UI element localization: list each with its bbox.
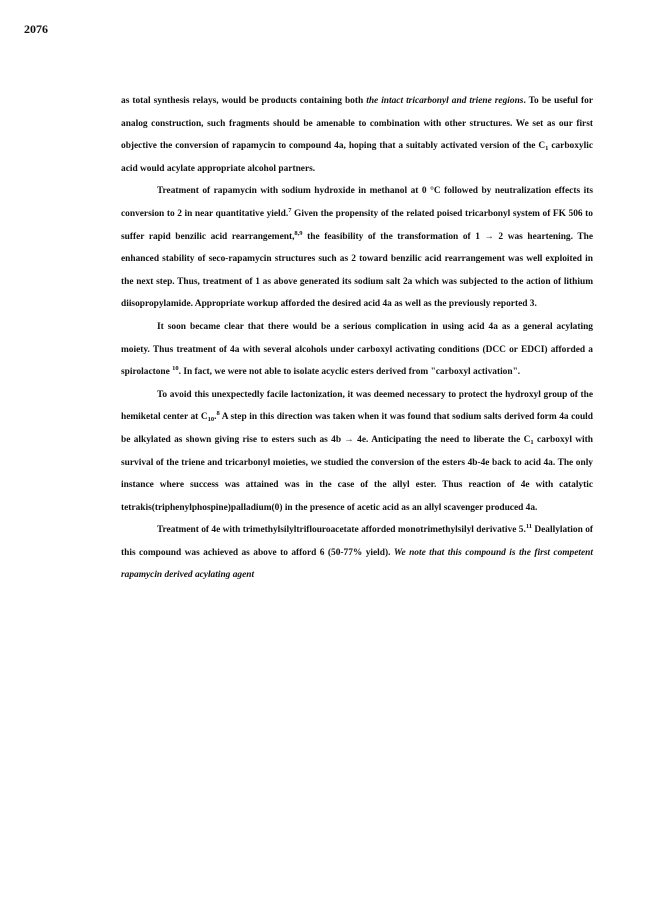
text-run: . In fact, we were not able to isolate acyclic esters derived from "carboxyl activation".: [178, 367, 521, 378]
reference-superscript: 8,9: [294, 229, 303, 237]
text-run: as total synthesis relays, would be products containing both: [121, 96, 367, 106]
text-run: Given the propensity of the related poised tricarbonyl system of FK 506 to suffer rapid benzilic acid rearrangement,: [121, 208, 593, 242]
text-run: Deallylation of this compound was achieved as above to afford 6 (50-77% yield).: [121, 525, 594, 558]
paragraph-3: [121, 316, 593, 384]
text-run: . To be useful for analog construction, such fragments should be amenable to combination with other structures. We set as our first objective the conversion of rapamycin to compound 4a, hoping that a suitably activated version of the C: [121, 96, 594, 152]
subscript: 1: [545, 145, 549, 153]
paragraph-2: [121, 180, 593, 316]
text-run: To avoid this unexpectedly facile lactonization, it was deemed necessary to protect the hydroxyl group of the hemiketal center at C: [121, 389, 593, 423]
text-run: A step in this direction was taken when it was found that sodium salts derived form 4a could be alkylated as shown giving rise to esters such as 4b → 4e. Anticipating the need to liberate the C: [121, 412, 594, 445]
italic-run: the intact tricarbonyl and triene regions: [366, 96, 524, 106]
subscript: 10: [207, 416, 215, 424]
reference-superscript: 11: [525, 523, 532, 531]
reference-superscript: 7: [288, 206, 292, 214]
text-run: It soon became clear that there would be a serious complication in using acid 4a as a general acylating moiety. Thus treatment of 4a with several alcohols under carboxyl activating conditions (DCC or EDCI) afforded a spirolactone: [121, 321, 593, 378]
paragraph-1: [121, 90, 593, 180]
paragraph-5: [121, 519, 593, 587]
reference-superscript: 10: [172, 365, 179, 373]
text-run: .: [214, 412, 217, 423]
text-run: Treatment of 4e with trimethylsilyltriflouroacetate afforded monotrimethylsilyl derivative 5.: [157, 525, 526, 536]
italic-run: We note that this compound is the first competent rapamycin derived acylating agent: [121, 547, 593, 581]
page-number: 2076: [24, 22, 48, 36]
text-run: carboxyl with survival of the triene and tricarbonyl moieties, we studied the conversion of the esters 4b-4e back to acid 4a. The only instance where success was attained was in the case of the allyl ester. Thus reaction of 4e with catalytic tetrakis(triphenylphospine)palladium(0) in the presence of acetic acid as an allyl scavenger produced 4a.: [121, 434, 593, 513]
body-text: [121, 90, 593, 587]
text-run: carboxylic acid would acylate appropriate alcohol partners.: [121, 141, 593, 174]
subscript: 1: [530, 438, 534, 446]
text-run: the feasibility of the transformation of 1 → 2 was heartening. The enhanced stability of seco-rapamycin structures such as 2 toward benzilic acid rearrangement was well exploited in the next step. Thus, treatment of 1 as above generated its sodium salt 2a which was subjected to the action of lithium diisopropylamide. Appropriate workup afforded the desired acid 4a as well as the previously reported 3.: [121, 231, 593, 310]
paragraph-4: [121, 384, 593, 520]
reference-superscript: 8: [216, 410, 220, 418]
text-run: Treatment of rapamycin with sodium hydroxide in methanol at 0 °C followed by neutralization effects its conversion to 2 in near quantitative yield.: [121, 186, 593, 219]
